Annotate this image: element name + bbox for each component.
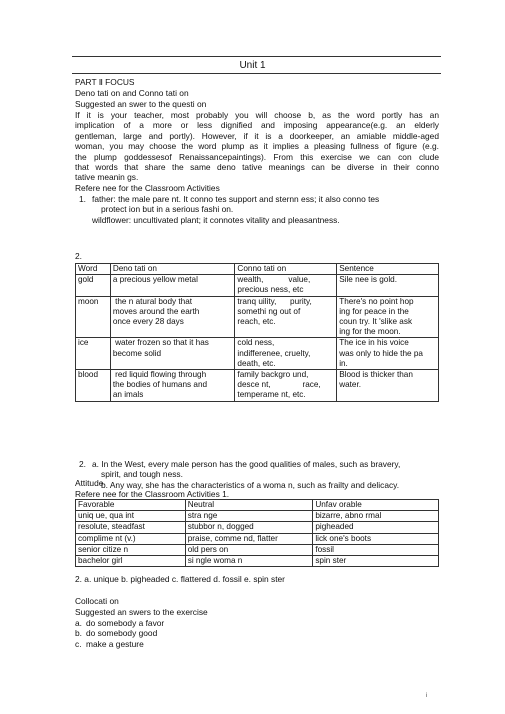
table-header-cell: Favorable (76, 500, 186, 511)
suggested-answers-heading: Suggested an swers to the exercise (75, 607, 208, 617)
item-number-1: 1. (79, 194, 86, 204)
table-cell: resolute, steadfast (76, 522, 186, 533)
item-1-line: wildflower: uncultivated plant; it connotes vitality and pleasantness. (92, 214, 340, 225)
table-cell: pigheaded (313, 522, 439, 533)
table-cell: bachelor girl (76, 556, 186, 567)
cell-line: water frozen so that it has (112, 338, 209, 348)
item-2b-line: spirit, and tough ness. (101, 469, 183, 480)
cell-line: temperame nt, etc. (237, 390, 306, 400)
item-number-2: 2. (75, 251, 82, 261)
list-item-marker: a. (75, 618, 82, 628)
table-row (76, 533, 439, 544)
cell-line: ing for the moon. (339, 327, 401, 337)
table-cell: uniq ue, qua int (76, 511, 186, 522)
title-rule (72, 73, 441, 74)
connotation-cell (235, 296, 337, 338)
cell-line: cold ness, (237, 338, 275, 348)
paragraph-line: tative meanin gs. (75, 172, 139, 183)
cell-line: There's no point hop (339, 296, 414, 306)
paragraph-line: that words that share the same deno tative meanings can be diverse in their conno (75, 162, 439, 173)
cell-line: The ice in his voice (339, 338, 409, 348)
sentence-cell (337, 370, 439, 402)
cell-line: the bodies of humans and (112, 380, 208, 390)
table-header-cell: Deno tati on (110, 264, 235, 275)
cell-line: red liquid flowing through (112, 370, 207, 380)
page-number: i (426, 693, 428, 699)
table-cell: si ngle woma n (185, 556, 313, 567)
table-cell: praise, comme nd, flatter (185, 533, 313, 544)
denotation-cell (110, 275, 235, 296)
attitude-table (75, 499, 439, 567)
table-header-cell: Word (76, 264, 111, 275)
item-2b-line: b. Any way, she has the characteristics of a woma n, such as frailty and delicacy. (101, 479, 400, 490)
cell-line: desce nt, race, (237, 380, 321, 390)
table-header-cell: Conno tati on (235, 264, 337, 275)
reference-heading-1: Refere nee for the Classroom Activities (75, 183, 220, 193)
list-item (75, 639, 164, 649)
cell-line: Sile nee is gold. (339, 275, 397, 285)
table-row (76, 556, 439, 567)
connotation-cell (235, 338, 337, 370)
collocation-list (75, 618, 164, 649)
paragraph-line: woman, you may choose the word plump as it implies a pleasing fullness of figure (e.g. (75, 141, 439, 152)
list-item (75, 628, 164, 638)
cell-line: precious ness, etc (237, 285, 304, 295)
cell-line: become solid (112, 348, 162, 358)
cell-line: an imals (112, 390, 144, 400)
cell-line: water. (339, 380, 362, 390)
denotation-cell (110, 370, 235, 402)
word-cell: blood (76, 370, 111, 402)
list-item-marker: b. (75, 628, 82, 639)
table-header-row (76, 500, 439, 511)
suggested-answer-heading: Suggested an swer to the questi on (75, 99, 207, 109)
cell-line: moves around the earth (112, 306, 200, 316)
sentence-cell (337, 338, 439, 370)
table-cell: bizarre, abno rmal (313, 511, 439, 522)
table-row (76, 338, 439, 370)
table-cell: stubbor n, dogged (185, 522, 313, 533)
paragraph-line: the plump goddessesof Renaissancepaintings). From this exercise we can con clude (75, 151, 439, 162)
table-cell: old pers on (185, 544, 313, 555)
table-row (76, 296, 439, 338)
denotation-table (75, 263, 439, 402)
attitude-heading: Attitude (75, 478, 104, 488)
cell-line: ing for peace in the (339, 306, 409, 316)
table-cell: fossil (313, 544, 439, 555)
table-header-row (76, 264, 439, 275)
cell-line: the n atural body that (112, 296, 193, 306)
item-number-2b: 2. (79, 459, 86, 469)
sentence-cell (337, 296, 439, 338)
cell-line: family backgro und, (237, 370, 309, 380)
cell-line: Blood is thicker than (339, 370, 413, 380)
cell-line: a precious yellow metal (112, 275, 198, 285)
table-cell: senior citize n (76, 544, 186, 555)
connotation-cell (235, 370, 337, 402)
collocation-heading: Collocati on (75, 596, 119, 606)
table-cell: lick one's boots (313, 533, 439, 544)
table-cell: stra nge (185, 511, 313, 522)
table-row (76, 522, 439, 533)
part-heading: PART Ⅱ FOCUS (75, 77, 135, 87)
table-cell: spin ster (313, 556, 439, 567)
item-1-line: protect ion but in a serious fashi on. (101, 204, 234, 215)
cell-line: reach, etc. (237, 317, 276, 327)
page-title: Unit 1 (239, 60, 266, 71)
list-item-text: make a gesture (86, 638, 144, 649)
list-item-text: do somebody a favor (86, 618, 165, 628)
cell-line: once every 28 days (112, 317, 184, 327)
item-1-line: father: the male pare nt. It conno tes support and sternn ess; it also conno tes (92, 194, 380, 204)
paragraph-line: If it is your teacher, most probably you will choose b, as the word portly has an (75, 110, 439, 120)
table-row (76, 275, 439, 296)
item-2b-line: a. In the West, every male person has the good qualities of males, such as bravery, (92, 459, 401, 469)
cell-line: somethi ng out of (237, 306, 301, 316)
connotation-cell (235, 275, 337, 296)
cell-line: in. (339, 358, 348, 368)
list-item-marker: c. (75, 638, 82, 649)
denotation-cell (110, 338, 235, 370)
table-row (76, 370, 439, 402)
word-cell: ice (76, 338, 111, 370)
cell-line: was only to hide the pa (339, 348, 423, 358)
top-rule (72, 56, 441, 57)
table-header-cell: Sentence (337, 264, 439, 275)
word-cell: moon (76, 296, 111, 338)
sentence-cell (337, 275, 439, 296)
table-header-cell: Unfav orable (313, 500, 439, 511)
table-row (76, 544, 439, 555)
cell-line: indifferenee, cruelty, (237, 348, 311, 358)
word-cell: gold (76, 275, 111, 296)
table-header-cell: Neutral (185, 500, 313, 511)
item-1-text (92, 194, 442, 225)
paragraph-line: gentleman, large and portly). However, if it is a doorkeeper, an amiable middle-aged (75, 130, 439, 141)
list-item-text: do somebody good (86, 628, 158, 639)
paragraph-line: implication of a more or less dignified and imposing appearance(e.g. an elderly (75, 120, 439, 131)
denotation-cell (110, 296, 235, 338)
answer-paragraph (75, 110, 439, 183)
table-cell: complime nt (v.) (76, 533, 186, 544)
reference-heading-2: Refere nee for the Classroom Activities 1. (75, 489, 230, 499)
section-heading-denotation: Deno tati on and Conno tati on (75, 88, 189, 98)
list-item (75, 618, 164, 628)
cell-line: tranq uility, purity, (237, 296, 312, 306)
cell-line: death, etc. (237, 358, 276, 368)
cell-line: coun try. It 'slike ask (339, 317, 413, 327)
table-row (76, 511, 439, 522)
attitude-answers: 2. a. unique b. pigheaded c. flattered d. fossil e. spin ster (75, 574, 285, 584)
cell-line: wealth, value, (237, 275, 311, 285)
